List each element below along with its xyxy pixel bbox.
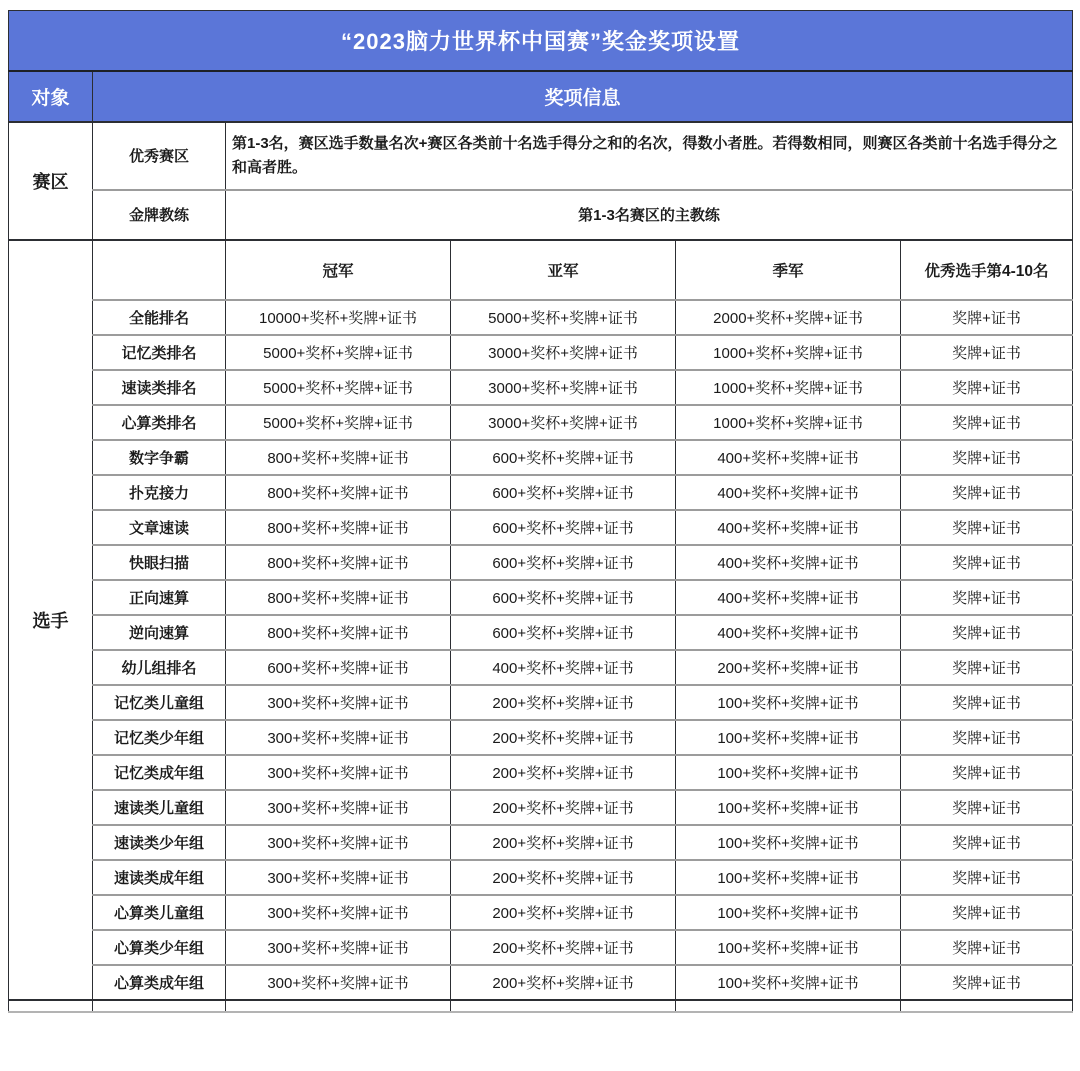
prize-cell-third: 1000+奖杯+奖牌+证书 (676, 370, 901, 405)
player-row-label: 快眼扫描 (93, 545, 226, 580)
table-row (9, 190, 1073, 240)
table-row (9, 440, 1073, 475)
prize-cell-champion: 300+奖杯+奖牌+证书 (226, 755, 451, 790)
prize-cell-champion: 300+奖杯+奖牌+证书 (226, 930, 451, 965)
row-label: 优秀赛区 (93, 122, 226, 190)
table-row (9, 615, 1073, 650)
prize-cell-runnerup: 200+奖杯+奖牌+证书 (451, 930, 676, 965)
row-label: 金牌教练 (93, 190, 226, 240)
prize-cell-top10: 奖牌+证书 (901, 440, 1073, 475)
section-label-players: 选手 (9, 240, 93, 1000)
player-row-label: 速读类成年组 (93, 860, 226, 895)
title-row (9, 11, 1073, 71)
prize-table (8, 10, 1073, 1013)
prize-cell-runnerup: 200+奖杯+奖牌+证书 (451, 825, 676, 860)
prize-cell-third: 100+奖杯+奖牌+证书 (676, 685, 901, 720)
prize-sheet (8, 10, 1072, 1013)
prize-cell-champion: 800+奖杯+奖牌+证书 (226, 615, 451, 650)
prize-cell-champion: 300+奖杯+奖牌+证书 (226, 790, 451, 825)
player-row-label: 速读类排名 (93, 370, 226, 405)
player-row-label: 正向速算 (93, 580, 226, 615)
prize-cell-runnerup: 600+奖杯+奖牌+证书 (451, 475, 676, 510)
prize-cell-champion: 5000+奖杯+奖牌+证书 (226, 335, 451, 370)
prize-cell-top10: 奖牌+证书 (901, 825, 1073, 860)
player-row-label: 速读类儿童组 (93, 790, 226, 825)
column-header-runnerup: 亚军 (451, 240, 676, 300)
table-row (9, 790, 1073, 825)
prize-cell-champion: 800+奖杯+奖牌+证书 (226, 475, 451, 510)
prize-cell-top10: 奖牌+证书 (901, 685, 1073, 720)
prize-cell-top10: 奖牌+证书 (901, 615, 1073, 650)
table-row (9, 122, 1073, 190)
player-row-label: 数字争霸 (93, 440, 226, 475)
prize-cell-runnerup: 200+奖杯+奖牌+证书 (451, 790, 676, 825)
prize-cell-champion: 600+奖杯+奖牌+证书 (226, 650, 451, 685)
table-row (9, 650, 1073, 685)
subheader-row (9, 71, 1073, 122)
empty-cell (901, 1000, 1073, 1012)
players-header-row (9, 240, 1073, 300)
prize-cell-third: 100+奖杯+奖牌+证书 (676, 720, 901, 755)
prize-cell-top10: 奖牌+证书 (901, 930, 1073, 965)
prize-cell-third: 100+奖杯+奖牌+证书 (676, 825, 901, 860)
table-row (9, 335, 1073, 370)
prize-cell-champion: 5000+奖杯+奖牌+证书 (226, 405, 451, 440)
prize-cell-runnerup: 200+奖杯+奖牌+证书 (451, 720, 676, 755)
empty-cell (451, 1000, 676, 1012)
prize-cell-runnerup: 600+奖杯+奖牌+证书 (451, 580, 676, 615)
prize-cell-runnerup: 3000+奖杯+奖牌+证书 (451, 405, 676, 440)
table-row (9, 300, 1073, 335)
trailing-group (9, 1000, 1073, 1012)
prize-cell-third: 1000+奖杯+奖牌+证书 (676, 405, 901, 440)
prize-cell-champion: 5000+奖杯+奖牌+证书 (226, 370, 451, 405)
prize-cell-third: 100+奖杯+奖牌+证书 (676, 965, 901, 1000)
empty-cell (226, 1000, 451, 1012)
table-row (9, 930, 1073, 965)
prize-cell-runnerup: 200+奖杯+奖牌+证书 (451, 895, 676, 930)
prize-cell-runnerup: 600+奖杯+奖牌+证书 (451, 510, 676, 545)
table-row (9, 860, 1073, 895)
page-title: “2023脑力世界杯中国赛”奖金奖项设置 (9, 11, 1073, 71)
region-section (9, 122, 1073, 240)
prize-cell-third: 2000+奖杯+奖牌+证书 (676, 300, 901, 335)
player-row-label: 文章速读 (93, 510, 226, 545)
prize-cell-runnerup: 600+奖杯+奖牌+证书 (451, 545, 676, 580)
column-header-info: 奖项信息 (93, 71, 1073, 122)
empty-row (9, 1000, 1073, 1012)
player-row-label: 记忆类儿童组 (93, 685, 226, 720)
prize-cell-top10: 奖牌+证书 (901, 510, 1073, 545)
player-row-label: 扑克接力 (93, 475, 226, 510)
table-row (9, 475, 1073, 510)
table-row (9, 755, 1073, 790)
table-row (9, 895, 1073, 930)
empty-corner-cell (93, 240, 226, 300)
table-row (9, 685, 1073, 720)
prize-cell-runnerup: 200+奖杯+奖牌+证书 (451, 965, 676, 1000)
prize-cell-third: 400+奖杯+奖牌+证书 (676, 440, 901, 475)
title-group (9, 11, 1073, 122)
prize-cell-runnerup: 200+奖杯+奖牌+证书 (451, 755, 676, 790)
player-row-label: 幼儿组排名 (93, 650, 226, 685)
player-row-label: 心算类成年组 (93, 965, 226, 1000)
player-row-label: 心算类排名 (93, 405, 226, 440)
prize-cell-champion: 10000+奖杯+奖牌+证书 (226, 300, 451, 335)
prize-cell-third: 1000+奖杯+奖牌+证书 (676, 335, 901, 370)
section-label-region: 赛区 (9, 122, 93, 240)
prize-cell-runnerup: 200+奖杯+奖牌+证书 (451, 685, 676, 720)
column-header-top10: 优秀选手第4-10名 (901, 240, 1073, 300)
prize-cell-runnerup: 3000+奖杯+奖牌+证书 (451, 370, 676, 405)
prize-cell-champion: 300+奖杯+奖牌+证书 (226, 685, 451, 720)
empty-cell (93, 1000, 226, 1012)
region-coach-value: 第1-3名赛区的主教练 (226, 190, 1073, 240)
prize-cell-top10: 奖牌+证书 (901, 860, 1073, 895)
player-row-label: 速读类少年组 (93, 825, 226, 860)
prize-cell-top10: 奖牌+证书 (901, 755, 1073, 790)
table-row (9, 510, 1073, 545)
prize-cell-third: 100+奖杯+奖牌+证书 (676, 895, 901, 930)
prize-cell-champion: 300+奖杯+奖牌+证书 (226, 895, 451, 930)
prize-cell-top10: 奖牌+证书 (901, 405, 1073, 440)
player-row-label: 全能排名 (93, 300, 226, 335)
player-row-label: 逆向速算 (93, 615, 226, 650)
player-row-label: 记忆类排名 (93, 335, 226, 370)
prize-cell-top10: 奖牌+证书 (901, 895, 1073, 930)
prize-cell-champion: 300+奖杯+奖牌+证书 (226, 965, 451, 1000)
prize-cell-top10: 奖牌+证书 (901, 965, 1073, 1000)
table-row (9, 405, 1073, 440)
table-row (9, 720, 1073, 755)
empty-cell (676, 1000, 901, 1012)
players-section (9, 240, 1073, 1000)
prize-cell-runnerup: 5000+奖杯+奖牌+证书 (451, 300, 676, 335)
prize-cell-runnerup: 400+奖杯+奖牌+证书 (451, 650, 676, 685)
player-row-label: 记忆类少年组 (93, 720, 226, 755)
table-row (9, 965, 1073, 1000)
table-row (9, 825, 1073, 860)
table-row (9, 370, 1073, 405)
table-row (9, 545, 1073, 580)
column-header-object: 对象 (9, 71, 93, 122)
player-row-label: 记忆类成年组 (93, 755, 226, 790)
prize-cell-third: 400+奖杯+奖牌+证书 (676, 615, 901, 650)
prize-cell-champion: 800+奖杯+奖牌+证书 (226, 440, 451, 475)
prize-cell-third: 400+奖杯+奖牌+证书 (676, 580, 901, 615)
prize-cell-third: 100+奖杯+奖牌+证书 (676, 790, 901, 825)
prize-cell-top10: 奖牌+证书 (901, 720, 1073, 755)
column-header-third: 季军 (676, 240, 901, 300)
prize-cell-third: 100+奖杯+奖牌+证书 (676, 755, 901, 790)
prize-cell-champion: 300+奖杯+奖牌+证书 (226, 825, 451, 860)
prize-cell-top10: 奖牌+证书 (901, 475, 1073, 510)
prize-cell-top10: 奖牌+证书 (901, 335, 1073, 370)
prize-cell-third: 400+奖杯+奖牌+证书 (676, 545, 901, 580)
prize-cell-champion: 800+奖杯+奖牌+证书 (226, 580, 451, 615)
prize-cell-top10: 奖牌+证书 (901, 545, 1073, 580)
region-rule-text: 第1-3名，赛区选手数量名次+赛区各类前十名选手得分之和的名次，得数小者胜。若得数相同，则赛区各类前十名选手得分之和高者胜。 (226, 122, 1073, 190)
prize-cell-top10: 奖牌+证书 (901, 790, 1073, 825)
player-row-label: 心算类儿童组 (93, 895, 226, 930)
prize-cell-champion: 800+奖杯+奖牌+证书 (226, 545, 451, 580)
column-header-champion: 冠军 (226, 240, 451, 300)
prize-cell-runnerup: 200+奖杯+奖牌+证书 (451, 860, 676, 895)
prize-cell-top10: 奖牌+证书 (901, 300, 1073, 335)
prize-cell-third: 100+奖杯+奖牌+证书 (676, 930, 901, 965)
prize-cell-third: 400+奖杯+奖牌+证书 (676, 475, 901, 510)
prize-cell-third: 400+奖杯+奖牌+证书 (676, 510, 901, 545)
empty-cell (9, 1000, 93, 1012)
prize-cell-third: 200+奖杯+奖牌+证书 (676, 650, 901, 685)
table-row (9, 580, 1073, 615)
prize-cell-champion: 300+奖杯+奖牌+证书 (226, 860, 451, 895)
prize-cell-champion: 800+奖杯+奖牌+证书 (226, 510, 451, 545)
prize-cell-top10: 奖牌+证书 (901, 370, 1073, 405)
prize-cell-top10: 奖牌+证书 (901, 580, 1073, 615)
prize-cell-top10: 奖牌+证书 (901, 650, 1073, 685)
prize-cell-runnerup: 600+奖杯+奖牌+证书 (451, 440, 676, 475)
prize-cell-third: 100+奖杯+奖牌+证书 (676, 860, 901, 895)
prize-cell-runnerup: 3000+奖杯+奖牌+证书 (451, 335, 676, 370)
prize-cell-runnerup: 600+奖杯+奖牌+证书 (451, 615, 676, 650)
player-row-label: 心算类少年组 (93, 930, 226, 965)
prize-cell-champion: 300+奖杯+奖牌+证书 (226, 720, 451, 755)
